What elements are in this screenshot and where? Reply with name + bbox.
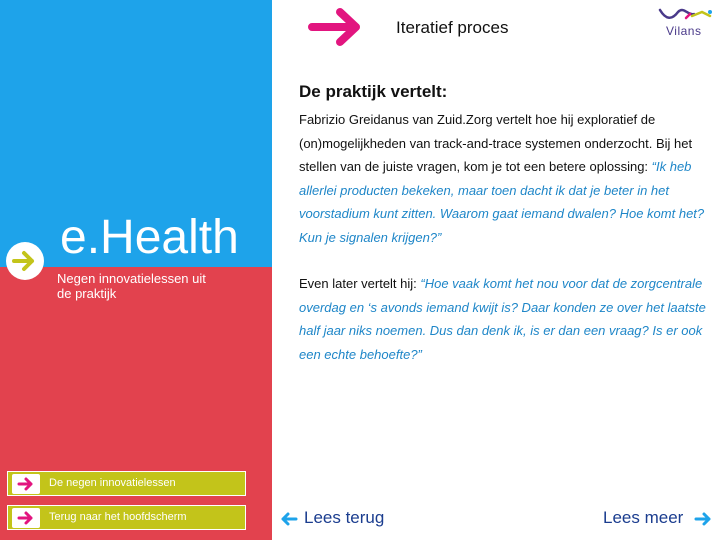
arrow-right-icon <box>17 510 35 526</box>
ehealth-arrow-circle <box>6 242 44 280</box>
nav-negen-innovatielessen[interactable] <box>7 471 246 496</box>
nav-arrow-box <box>12 508 40 528</box>
lees-terug-label: Lees terug <box>304 508 385 527</box>
paragraph-1 <box>299 108 709 249</box>
quote-1: “Ik heb allerlei producten bekeken, maar toen dacht ik dat je beter in het voorstadium kunt zitten. Waarom gaat iemand dwalen? Hoe komt het? Kun je signalen krijgen?” <box>299 159 705 245</box>
quote-2: “Hoe vaak komt het nou voor dat de zorgcentrale overdag en ‘s avonds iemand kwijt is? Daar konden ze over het laatste half jaar niks noemen. Dus dan denk ik, is er dan een vraag? Is er ook een echte behoefte?” <box>299 276 706 362</box>
lees-meer-label: Lees meer <box>603 508 684 527</box>
arrow-right-icon <box>12 249 38 273</box>
paragraph-2 <box>299 272 709 366</box>
arrow-right-icon <box>306 4 366 50</box>
nav-hoofdscherm[interactable] <box>7 505 246 530</box>
nav-label: De negen innovatielessen <box>49 477 176 489</box>
arrow-left-icon <box>279 511 299 527</box>
left-panel-red <box>0 267 272 540</box>
lees-meer-link[interactable] <box>600 505 716 531</box>
ehealth-subtitle: Negen innovatielessen uit de praktijk <box>57 271 206 301</box>
arrow-right-icon <box>17 476 35 492</box>
nav-label: Terug naar het hoofdscherm <box>49 511 187 523</box>
arrow-right-icon <box>693 511 713 527</box>
logo-swoosh-icon <box>656 6 716 24</box>
ehealth-title: e.Health <box>60 211 239 264</box>
logo-text: Vilans <box>666 24 702 38</box>
vilans-logo <box>656 6 716 40</box>
paragraph-1-text: Fabrizio Greidanus van Zuid.Zorg vertelt hoe hij exploratief de (on)mogelijkheden van track-and-trace systemen onderzocht. Bij het stellen van de juiste vragen, kom je tot een betere oplossing: <box>299 112 693 174</box>
content-heading: De praktijk vertelt: <box>299 82 448 101</box>
page-title: Iteratief proces <box>396 18 509 37</box>
nav-arrow-box <box>12 474 40 494</box>
content-body <box>299 108 709 366</box>
paragraph-2-text: Even later vertelt hij: <box>299 276 421 291</box>
